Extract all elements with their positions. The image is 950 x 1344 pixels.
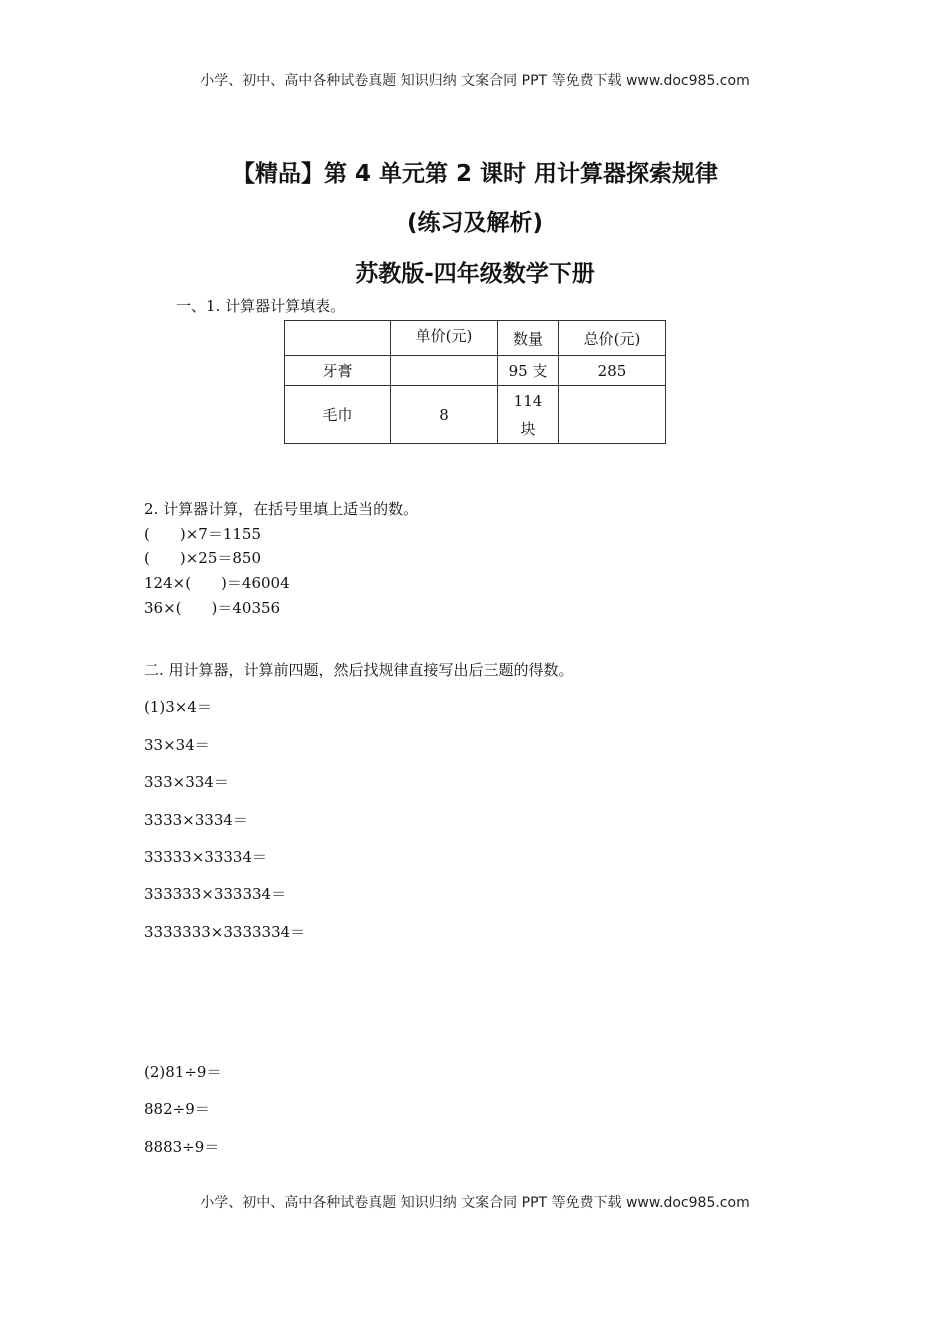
- equation-item: 33×34＝: [144, 736, 210, 754]
- equation-item: 333×334＝: [144, 773, 229, 791]
- equation-item: 36×( )＝40356: [144, 599, 281, 617]
- table-cell: 114 块: [498, 386, 559, 444]
- equation-item: ( )×7＝1155: [144, 525, 261, 543]
- table-header: [285, 321, 391, 356]
- price-table: [284, 320, 666, 444]
- table-cell: [559, 386, 666, 444]
- table-cell: 95 支: [498, 356, 559, 386]
- equation-item: 333333×333334＝: [144, 885, 287, 903]
- equation-item: 3333×3334＝: [144, 811, 248, 829]
- table-header: 单价(元): [391, 321, 498, 356]
- equation-item: ( )×25＝850: [144, 549, 261, 567]
- equation-item: 3333333×3333334＝: [144, 923, 306, 941]
- doc-subtitle: (练习及解析): [406, 210, 544, 236]
- equation-item: 8883÷9＝: [144, 1138, 220, 1156]
- table-cell: [391, 356, 498, 386]
- table-cell: 8: [391, 386, 498, 444]
- table-cell: 牙膏: [285, 356, 391, 386]
- question-1-2: 2. 计算器计算，在括号里填上适当的数。: [144, 500, 419, 518]
- equation-item: 33333×33334＝: [144, 848, 268, 866]
- table-cell: 285: [559, 356, 666, 386]
- equation-item: 124×( )＝46004: [144, 574, 290, 592]
- page-header: 小学、初中、高中各种试卷真题 知识归纳 文案合同 PPT 等免费下载 www.doc985.com: [200, 73, 750, 89]
- equation-item: (1)3×4＝: [144, 698, 212, 716]
- table-header: 总价(元): [559, 321, 666, 356]
- equation-item: 882÷9＝: [144, 1100, 210, 1118]
- table-cell: 毛巾: [285, 386, 391, 444]
- question-1-1: 一、1. 计算器计算填表。: [176, 297, 346, 315]
- table-header: 数量: [498, 321, 559, 356]
- equation-item: (2)81÷9＝: [144, 1063, 222, 1081]
- page-footer: 小学、初中、高中各种试卷真题 知识归纳 文案合同 PPT 等免费下载 www.doc985.com: [200, 1195, 750, 1211]
- question-2: 二. 用计算器，计算前四题，然后找规律直接写出后三题的得数。: [144, 661, 574, 679]
- doc-edition: 苏教版-四年级数学下册: [355, 261, 595, 287]
- doc-title: 【精品】第 4 单元第 2 课时 用计算器探索规律: [231, 161, 719, 187]
